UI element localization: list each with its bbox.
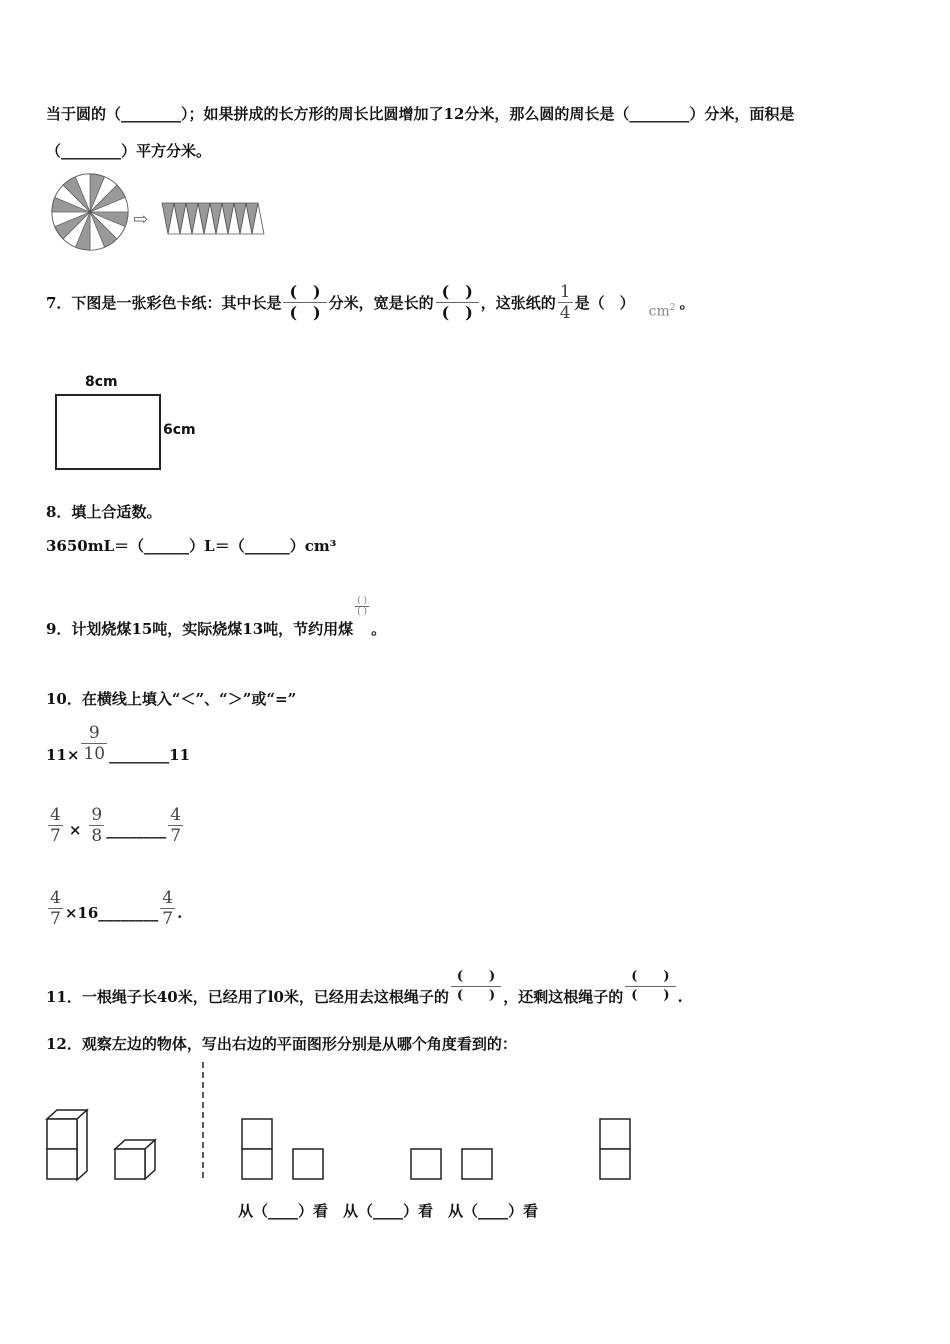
frac-num: 4 <box>162 888 174 908</box>
q7-frac3-num: 1 <box>559 282 571 302</box>
frac-num: 9 <box>88 723 100 743</box>
q10-title: 10．在横线上填入“＜”、“＞”或“=” <box>46 690 297 708</box>
q10-row2 <box>46 805 185 846</box>
q11-end: . <box>677 987 683 1006</box>
q9-frac-den: ( ) <box>357 607 368 617</box>
view-1 <box>242 1119 323 1179</box>
rect-width-label: 6cm <box>163 422 196 438</box>
q10-row1-blank: ________ <box>109 745 170 764</box>
frac-den: ( ) <box>631 988 670 1003</box>
q9-fraction <box>355 596 369 617</box>
q7-frac-quarter <box>558 282 573 323</box>
frac-den: 8 <box>91 826 103 846</box>
q9-text: 9．计划烧煤15吨，实际烧煤13吨，节约用煤 <box>46 620 354 638</box>
q10-row2-blank: ________ <box>106 820 167 839</box>
q7-frac-length <box>283 282 326 323</box>
frac-den: 7 <box>162 909 174 929</box>
frac-den: ( ) <box>456 988 496 1003</box>
q9-frac-num: ( ) <box>357 596 368 606</box>
q10-row2-times: × <box>68 820 82 839</box>
q11-frac-used <box>451 968 501 1005</box>
q11-frac-remaining <box>625 968 675 1005</box>
rearranged-strip <box>158 202 268 238</box>
q10-row2-frac2 <box>89 805 104 846</box>
q11-part1: 11．一根绳子长40米，已经用了l0米，已经用去这根绳子的 <box>46 988 449 1006</box>
q12-answers: 从（____）看 从（____）看 从（____）看 <box>238 1202 539 1220</box>
q7-frac2-den: ( ) <box>441 303 473 322</box>
frac-num: 4 <box>170 805 182 825</box>
q9-end: 。 <box>371 620 387 638</box>
q7-frac1-num: ( ) <box>289 282 321 301</box>
q7-line <box>46 282 695 323</box>
frac-den: 7 <box>50 826 61 846</box>
q10-row1-right: 11 <box>169 745 190 764</box>
stacked-cubes <box>47 1110 87 1180</box>
q10-row1-left: 11× <box>46 745 80 764</box>
q8-equation: 3650mL＝（______）L＝（______）cm³ <box>46 537 337 555</box>
q7-part3: ，这张纸的 <box>480 294 556 312</box>
frac-den: 10 <box>83 744 106 764</box>
q7-frac-width <box>436 282 479 323</box>
q10-row3 <box>46 888 182 929</box>
q6-line1: 当于圆的（________）；如果拼成的长方形的周长比圆增加了12分米，那么圆的周长是（________）分米，面积是 <box>46 105 795 123</box>
q7-part2: 分米，宽是长的 <box>328 294 434 312</box>
q7-frac1-den: ( ) <box>289 303 321 322</box>
q10-row3-frac1 <box>48 888 63 929</box>
frac-den: 7 <box>170 826 182 846</box>
q7-unit: $cm^2$ <box>648 303 676 320</box>
q8-title: 8．填上合适数。 <box>46 503 162 521</box>
single-cube <box>115 1140 155 1179</box>
frac-num: 4 <box>50 888 61 908</box>
q7-end: 。 <box>679 294 695 312</box>
view-3 <box>600 1119 630 1179</box>
colored-card-rectangle <box>55 394 161 470</box>
arrow-icon: ⇨ <box>133 209 149 230</box>
q10-row3-end: . <box>177 903 183 922</box>
q7-part4: 是（ ） <box>574 294 635 312</box>
q7-frac3-den: 4 <box>559 303 571 323</box>
q7-frac2-num: ( ) <box>441 282 473 301</box>
q10-row1 <box>46 723 190 764</box>
q10-row1-frac <box>81 723 107 764</box>
q10-row2-frac1 <box>48 805 63 846</box>
q7-part1: 7．下图是一张彩色卡纸：其中长是 <box>46 294 282 312</box>
q6-line2: （________）平方分米。 <box>46 142 212 160</box>
frac-num: 4 <box>50 805 61 825</box>
q10-row2-frac3 <box>168 805 183 846</box>
frac-num: ( ) <box>456 969 496 984</box>
frac-num: 9 <box>91 805 103 825</box>
q11-part2: ，还剩这根绳子的 <box>503 988 624 1006</box>
view-2 <box>411 1149 492 1179</box>
q10-row3-frac2 <box>160 888 175 929</box>
q10-row3-mid: ×16________ <box>64 903 159 922</box>
rect-length-label: 8cm <box>85 374 118 390</box>
q12-figures <box>40 1060 660 1190</box>
q11-line <box>46 966 683 1007</box>
sectored-circle <box>52 174 128 250</box>
q9-line <box>46 574 386 639</box>
q12-title: 12．观察左边的物体，写出右边的平面图形分别是从哪个角度看到的： <box>46 1035 517 1053</box>
frac-num: ( ) <box>631 969 670 984</box>
frac-den: 7 <box>50 909 61 929</box>
